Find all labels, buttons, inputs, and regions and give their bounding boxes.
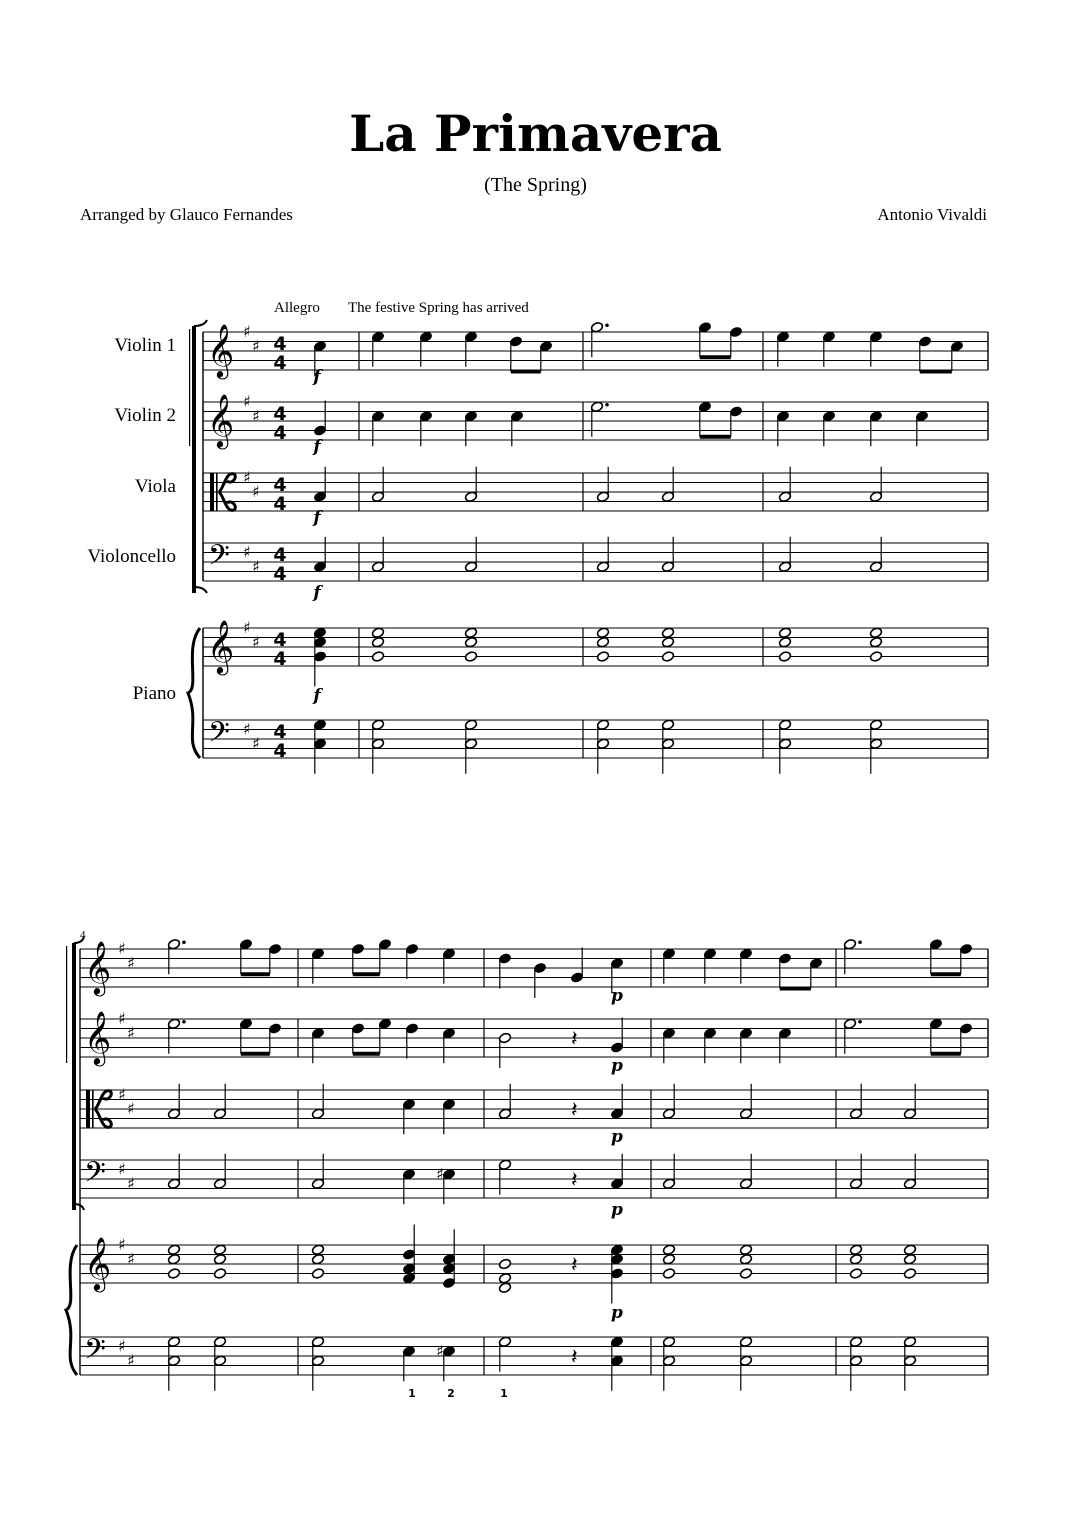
- chord-notehead: [661, 651, 674, 663]
- chord-notehead: [167, 1244, 180, 1256]
- chord-notehead: [661, 627, 674, 639]
- time-signature-bottom: 4: [273, 352, 287, 374]
- alto-clef-bar: [216, 473, 218, 511]
- chord-notehead: [903, 1244, 916, 1256]
- treble-clef-icon: 𝄞: [84, 940, 112, 994]
- time-signature-bottom: 4: [273, 648, 287, 670]
- sharp-icon: ♯: [252, 336, 260, 356]
- time-signature-bottom: 4: [273, 740, 287, 762]
- time-signature-top: 4: [273, 629, 287, 651]
- chord-notehead: [371, 651, 384, 663]
- chord-notehead: [849, 1244, 862, 1256]
- chord-notehead: [213, 1268, 226, 1280]
- sharp-icon: ♯: [118, 1336, 126, 1356]
- chord-notehead: [596, 651, 609, 663]
- chord-notehead: [739, 1268, 752, 1280]
- expression-text: The festive Spring has arrived: [348, 300, 529, 316]
- sharp-icon: ♯: [127, 1099, 135, 1118]
- bracket-hook: [194, 320, 207, 326]
- sharp-icon: ♯: [118, 1159, 126, 1179]
- dynamic-forte: f: [313, 367, 321, 387]
- sharp-icon: ♯: [243, 392, 251, 411]
- chord-notehead: [849, 1268, 862, 1280]
- dynamic-forte: f: [313, 508, 321, 528]
- sharp-icon: ♯: [243, 322, 251, 341]
- violin-subbracket: [66, 946, 67, 1063]
- instrument-label-violoncello: Violoncello: [87, 546, 176, 567]
- sharp-icon: ♯: [252, 632, 260, 652]
- chord-notehead: [739, 1253, 752, 1265]
- sharp-icon: ♯: [118, 939, 126, 958]
- sharp-icon: ♯: [118, 1009, 126, 1028]
- sharp-icon: ♯: [252, 482, 260, 501]
- bass-clef-icon: 𝄢: [208, 716, 230, 756]
- chord-notehead: [311, 1244, 324, 1256]
- chord-notehead: [213, 1253, 226, 1265]
- chord-notehead: [498, 1282, 511, 1294]
- piano-fingering: 1: [500, 1387, 508, 1400]
- string-bracket: [192, 326, 196, 593]
- piano-brace-icon: [188, 628, 200, 758]
- chord-notehead: [903, 1268, 916, 1280]
- measure-number: 4: [80, 929, 86, 941]
- score-subtitle: (The Spring): [484, 174, 587, 196]
- chord-notehead: [778, 627, 791, 639]
- dynamic-piano: p: [611, 1200, 623, 1220]
- sharp-icon: ♯: [118, 1084, 126, 1104]
- time-signature-top: 4: [273, 544, 287, 566]
- dynamic-piano: p: [611, 1303, 623, 1323]
- piano-fingering: 2: [447, 1387, 455, 1400]
- chord-notehead: [778, 651, 791, 663]
- sharp-icon: ♯: [127, 1023, 135, 1043]
- composer-credit: Antonio Vivaldi: [877, 205, 987, 224]
- chord-notehead: [869, 651, 882, 663]
- dynamic-forte: f: [313, 437, 321, 457]
- chord-notehead: [596, 636, 609, 648]
- chord-notehead: [739, 1244, 752, 1256]
- chord-notehead: [498, 1258, 511, 1270]
- chord-notehead: [849, 1253, 862, 1265]
- chord-notehead: [464, 651, 477, 663]
- augmentation-dot: [858, 1020, 862, 1024]
- dynamic-forte: f: [313, 686, 321, 706]
- sharp-icon: ♯: [118, 1235, 126, 1254]
- tempo-marking: Allegro: [274, 300, 320, 316]
- dynamic-piano: p: [611, 1127, 623, 1147]
- arranger-credit: Arranged by Glauco Fernandes: [80, 205, 293, 224]
- bass-clef-icon: 𝄢: [84, 1333, 106, 1373]
- bass-clef-icon: 𝄢: [84, 1156, 106, 1196]
- quarter-rest: 𝄽: [571, 1253, 578, 1278]
- chord-notehead: [662, 1253, 675, 1265]
- quarter-rest: 𝄽: [571, 1345, 578, 1370]
- chord-notehead: [903, 1253, 916, 1265]
- time-signature-top: 4: [273, 333, 287, 355]
- chord-notehead: [464, 627, 477, 639]
- alto-clef-bar: [92, 1090, 94, 1128]
- score-title: La Primavera: [349, 104, 722, 163]
- augmentation-dot: [605, 323, 609, 327]
- piano-brace-icon: [66, 1245, 77, 1375]
- chord-notehead: [371, 636, 384, 648]
- chord-notehead: [661, 636, 674, 648]
- time-signature-top: 4: [273, 403, 287, 425]
- chord-notehead: [596, 627, 609, 639]
- time-signature-top: 4: [273, 474, 287, 496]
- chord-notehead: [869, 636, 882, 648]
- dynamic-forte: f: [313, 583, 321, 603]
- bass-clef-icon: 𝄢: [208, 539, 230, 579]
- instrument-label-viola: Viola: [134, 476, 176, 497]
- chord-notehead: [778, 636, 791, 648]
- quarter-rest: 𝄽: [571, 1098, 578, 1123]
- chord-notehead: [213, 1244, 226, 1256]
- dynamic-piano: p: [611, 1056, 623, 1076]
- treble-clef-icon: 𝄞: [207, 619, 235, 673]
- sharp-icon: ♯: [243, 467, 251, 487]
- chord-notehead: [311, 1253, 324, 1265]
- sharp-icon: ♯: [252, 556, 260, 576]
- alto-clef-icon: [86, 1090, 90, 1128]
- staff-notation: [66, 320, 988, 1400]
- chord-notehead: [371, 627, 384, 639]
- chord-notehead: [662, 1244, 675, 1256]
- violin-subbracket: [189, 329, 190, 446]
- augmentation-dot: [182, 940, 186, 944]
- quarter-rest: 𝄽: [571, 1168, 578, 1193]
- time-signature-bottom: 4: [273, 563, 287, 585]
- sharp-icon: ♯: [243, 719, 251, 739]
- chord-notehead: [167, 1268, 180, 1280]
- chord-notehead: [311, 1268, 324, 1280]
- time-signature-bottom: 4: [273, 422, 287, 444]
- time-signature-top: 4: [273, 721, 287, 743]
- treble-clef-icon: 𝄞: [207, 393, 235, 447]
- chord-notehead: [662, 1268, 675, 1280]
- sharp-icon: ♯: [127, 1249, 135, 1269]
- instrument-label-piano: Piano: [132, 683, 176, 704]
- treble-clef-icon: 𝄞: [84, 1010, 112, 1064]
- augmentation-dot: [605, 403, 609, 407]
- chord-notehead: [464, 636, 477, 648]
- instrument-label-violin-2: Violin 2: [114, 405, 176, 426]
- sharp-icon: ♯: [243, 542, 251, 562]
- sharp-icon: ♯: [252, 406, 260, 426]
- chord-notehead: [167, 1253, 180, 1265]
- string-bracket: [72, 943, 76, 1210]
- augmentation-dot: [858, 940, 862, 944]
- quarter-rest: 𝄽: [571, 1027, 578, 1052]
- alto-clef-icon: [210, 473, 214, 511]
- sharp-icon: ♯: [127, 1350, 135, 1370]
- sharp-icon: ♯: [252, 733, 260, 753]
- instrument-label-violin-1: Violin 1: [114, 335, 176, 356]
- chord-notehead: [498, 1272, 511, 1284]
- sharp-icon: ♯: [127, 1173, 135, 1193]
- dynamic-piano: p: [611, 986, 623, 1006]
- sharp-icon: ♯: [127, 953, 135, 973]
- chord-notehead: [869, 627, 882, 639]
- sharp-icon: ♯: [243, 618, 251, 637]
- augmentation-dot: [182, 1020, 186, 1024]
- time-signature-bottom: 4: [273, 493, 287, 515]
- treble-clef-icon: 𝄞: [84, 1236, 112, 1290]
- sharp-icon: ♯: [436, 1341, 444, 1361]
- sharp-icon: ♯: [436, 1164, 444, 1184]
- piano-fingering: 1: [408, 1387, 416, 1400]
- treble-clef-icon: 𝄞: [207, 323, 235, 377]
